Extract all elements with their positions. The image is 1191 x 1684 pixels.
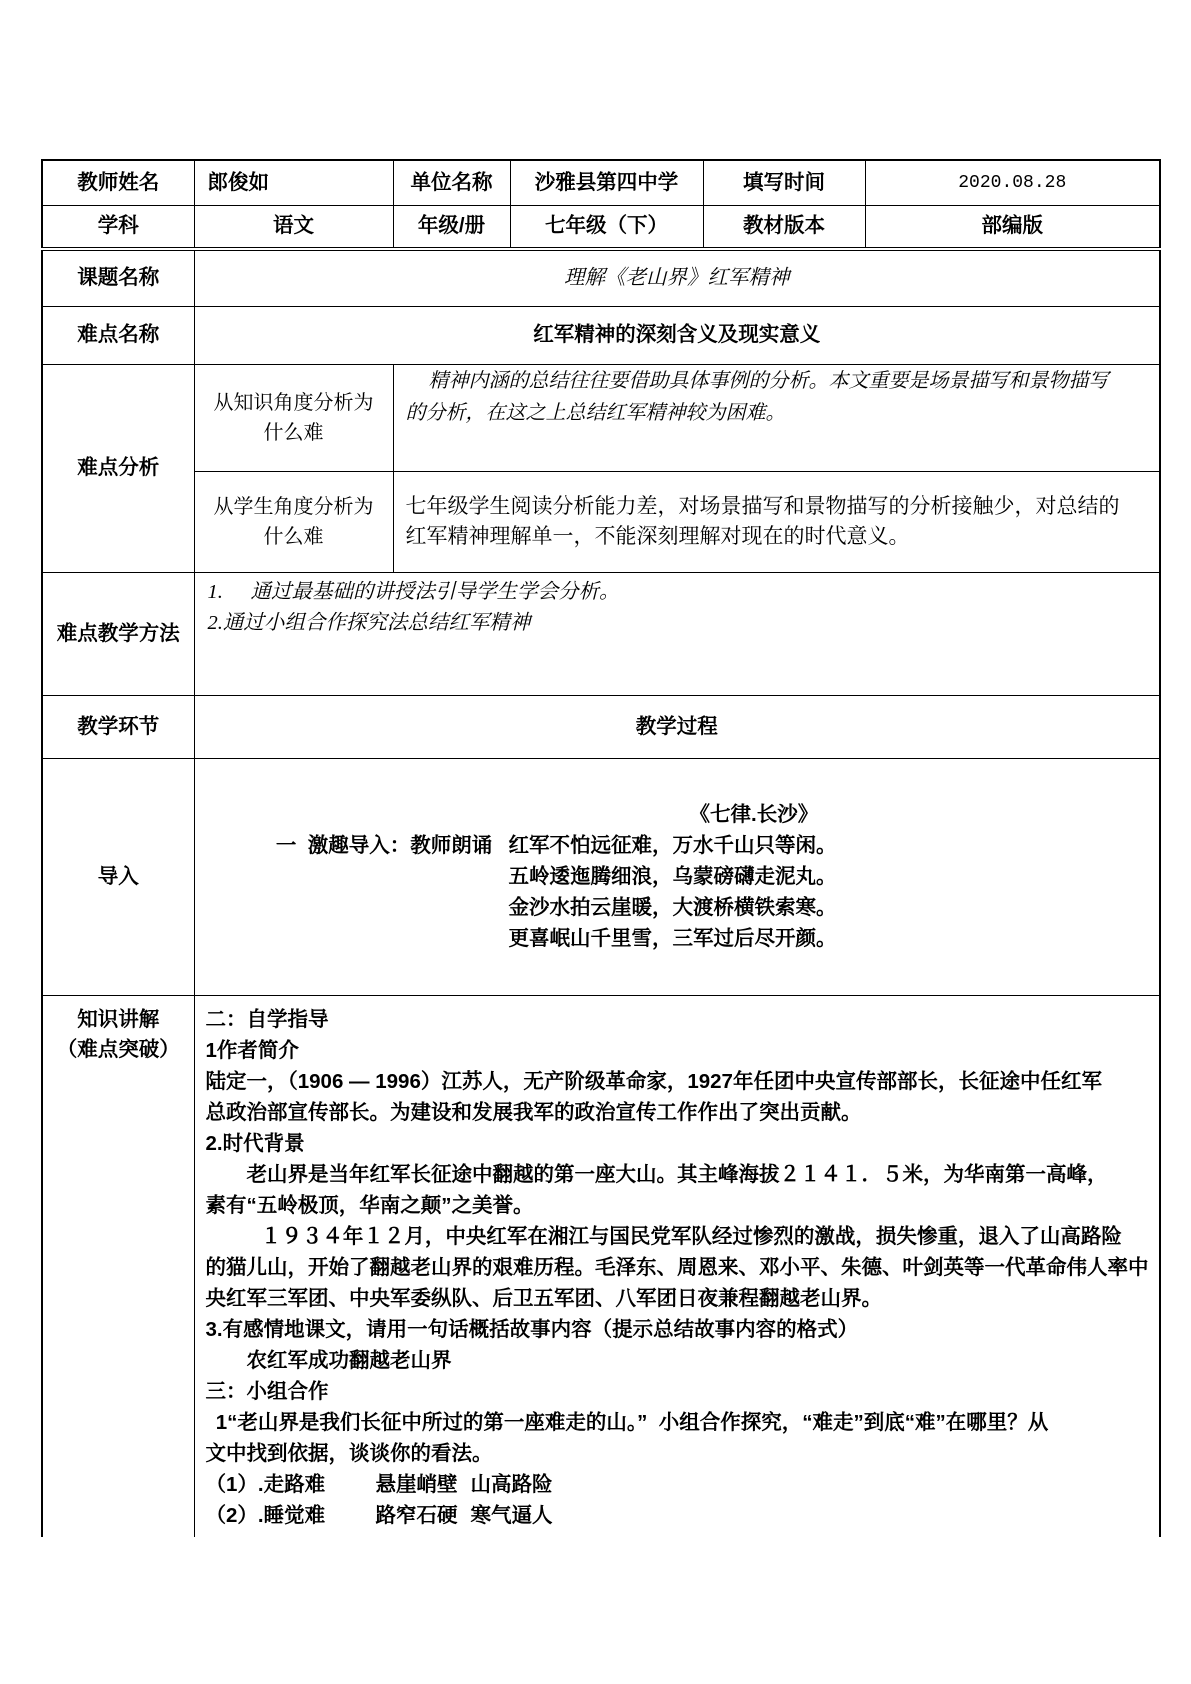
knowledge-angle-label-line: 什么难 (263, 421, 324, 444)
intro-heading: 一 激趣导入：教师朗诵 (275, 834, 493, 857)
grade-label: 年级/册 (393, 205, 510, 249)
intro-label: 导入 (42, 758, 194, 995)
teacher-label: 教师姓名 (42, 160, 194, 205)
text-line: 农红军成功翻越老山界 (246, 1348, 452, 1372)
intro-row (42, 758, 1160, 995)
difficulty-item-detail: 路窄石硬 (375, 1503, 458, 1527)
grade-value: 七年级（下） (510, 205, 703, 249)
poem-line: 更喜岷山千里雪，三军过后尽开颜。 (508, 927, 837, 950)
poem-line: 红军不怕远征难，万水千山只等闲。 (508, 834, 837, 857)
method-text: 通过小组合作探究法总结红军精神 (222, 611, 531, 634)
edition-value: 部编版 (865, 205, 1160, 249)
analysis-label: 难点分析 (42, 364, 194, 572)
methods-row (42, 572, 1160, 695)
knowledge-label (42, 995, 194, 1537)
knowledge-angle-text-line: 精神内涵的总结往往要借助具体事例的分析。本文重要是场景描写和景物描写 (428, 369, 1109, 392)
header-row-2 (42, 205, 1160, 249)
teacher-name: 郎俊如 (194, 160, 393, 205)
knowledge-content (194, 995, 1160, 1537)
knowledge-angle-label-line: 从知识角度分析为 (213, 391, 374, 414)
subsection-heading: 1作者简介 (205, 1038, 299, 1062)
text-line: 陆定一，（1906 — 1996）江苏人，无产阶级革命家，1927年任团中央宣传部部长，长征途中任红军 (205, 1069, 1102, 1093)
knowledge-angle-text-line: 的分析，在这之上总结红军精神较为困难。 (405, 401, 786, 424)
difficulty-label: 难点名称 (42, 306, 194, 364)
poem-line: 金沙水拍云崖暖，大渡桥横铁索寒。 (508, 896, 837, 919)
difficulty-value: 红军精神的深刻含义及现实意义 (194, 306, 1160, 364)
text-line: 素有“五岭极顶，华南之颠”之美誉。 (205, 1193, 534, 1217)
method-marker: 1. (207, 580, 223, 603)
method-marker: 2. (207, 611, 223, 634)
knowledge-angle-label (194, 364, 393, 471)
student-angle-text-line: 七年级学生阅读分析能力差，对场景描写和景物描写的分析接触少，对总结的 (405, 494, 1120, 518)
knowledge-label-line: （难点突破） (56, 1037, 180, 1061)
text-line: 总政治部宣传部长。为建设和发展我军的政治宣传工作作出了突出贡献。 (205, 1100, 862, 1124)
analysis-row-student (42, 471, 1160, 572)
difficulty-item (206, 1469, 1152, 1500)
analysis-row-knowledge (42, 364, 1160, 471)
text-line: 老山界是当年红军长征途中翻越的第一座大山。其主峰海拔２１４１．５米，为华南第一高峰， (246, 1162, 1108, 1186)
text-line: 央红军三军团、中央军委纵队、后卫五军团、八军团日夜兼程翻越老山界。 (205, 1286, 882, 1310)
student-angle-label-line: 什么难 (263, 525, 324, 548)
difficulty-item-detail: 山高路险 (470, 1472, 553, 1496)
subsection-heading: 3.有感情地课文，请用一句话概括故事内容（提示总结故事内容的格式） (205, 1317, 859, 1341)
student-angle-label-line: 从学生角度分析为 (213, 495, 374, 518)
difficulty-item (206, 1500, 1152, 1531)
methods-content (194, 572, 1160, 695)
text-line: １９３４年１２月，中央红军在湘江与国民党军队经过惨烈的激战，损失惨重，退入了山高路险 (260, 1224, 1122, 1248)
topic-label: 课题名称 (42, 249, 194, 306)
topic-value: 理解《老山界》红军精神 (194, 249, 1160, 306)
subject-value: 语文 (194, 205, 393, 249)
knowledge-angle-text (393, 364, 1160, 471)
lesson-plan-table (41, 159, 1161, 1537)
text-line: 的猫儿山，开始了翻越老山界的艰难历程。毛泽东、周恩来、邓小平、朱德、叶剑英等一代革命伟人率中 (205, 1255, 1149, 1279)
fill-date: 2020.08.28 (865, 160, 1160, 205)
difficulty-item-label: （1）.走路难 (205, 1472, 326, 1496)
section-heading: 二：自学指导 (205, 1007, 329, 1031)
intro-content (194, 758, 1160, 995)
edition-label: 教材版本 (703, 205, 865, 249)
text-line: 文中找到依据，谈谈你的看法。 (205, 1441, 493, 1465)
difficulty-item-label: （2）.睡觉难 (205, 1503, 326, 1527)
unit-label: 单位名称 (393, 160, 510, 205)
student-angle-text (393, 471, 1160, 572)
header-row-1 (42, 160, 1160, 205)
methods-label: 难点教学方法 (42, 572, 194, 695)
process-header-row (42, 695, 1160, 758)
subject-label: 学科 (42, 205, 194, 249)
difficulty-row (42, 306, 1160, 364)
difficulty-item-detail: 寒气逼人 (470, 1503, 553, 1527)
text-line: 1“老山界是我们长征中所过的第一座难走的山。” 小组合作探究，“难走”到底“难”在哪里？从 (215, 1410, 1049, 1434)
method-item (208, 608, 1152, 639)
knowledge-label-line: 知识讲解 (77, 1007, 160, 1031)
student-angle-label (194, 471, 393, 572)
subsection-heading: 2.时代背景 (205, 1131, 305, 1155)
poem-title: 《七律.长沙》 (689, 803, 819, 826)
method-text: 通过最基础的讲授法引导学生学会分析。 (250, 580, 620, 603)
process-label: 教学环节 (42, 695, 194, 758)
section-heading: 三：小组合作 (205, 1379, 329, 1403)
unit-name: 沙雅县第四中学 (510, 160, 703, 205)
knowledge-row (42, 995, 1160, 1537)
date-label: 填写时间 (703, 160, 865, 205)
process-title: 教学过程 (194, 695, 1160, 758)
topic-row (42, 249, 1160, 306)
method-item (208, 577, 1152, 608)
poem-line: 五岭逶迤腾细浪，乌蒙磅礴走泥丸。 (508, 865, 837, 888)
difficulty-item-detail: 悬崖峭壁 (375, 1472, 458, 1496)
student-angle-text-line: 红军精神理解单一，不能深刻理解对现在的时代意义。 (405, 524, 910, 548)
